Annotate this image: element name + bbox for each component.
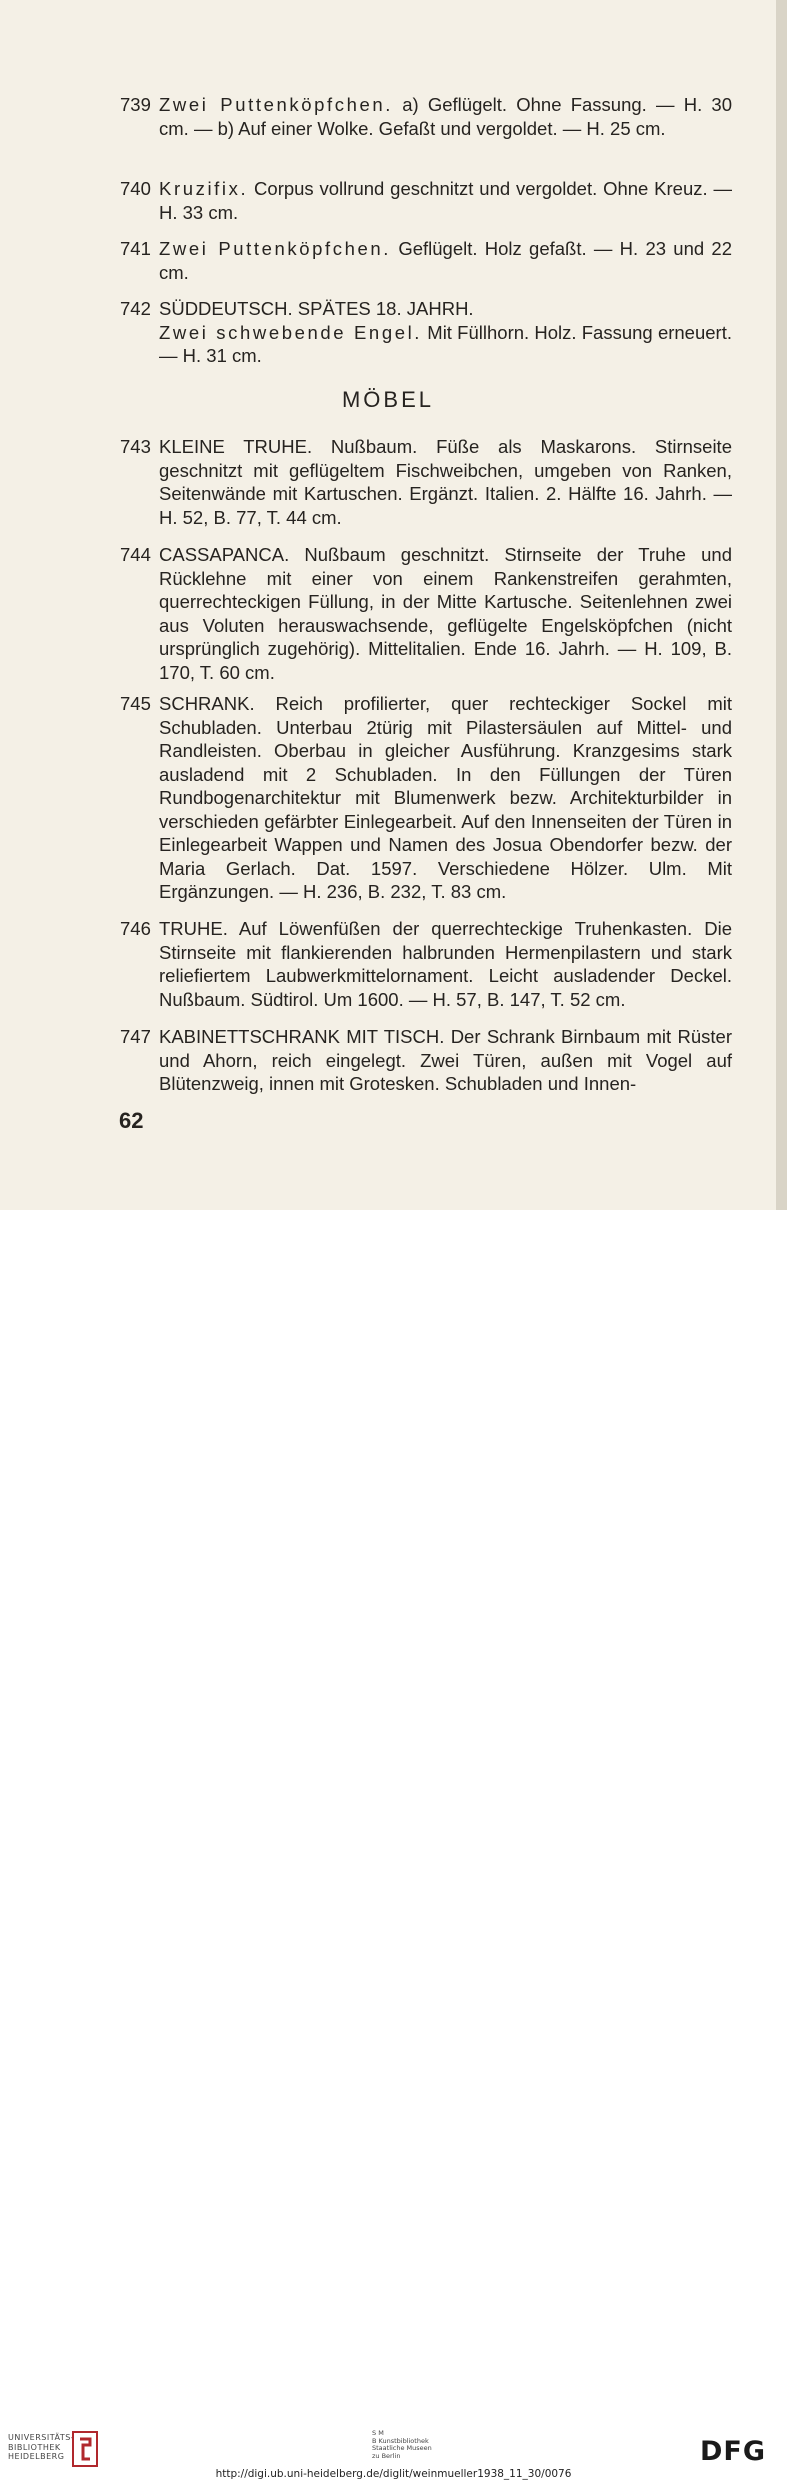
catalog-entry: [120, 917, 732, 1011]
entry-text: SCHRANK. Reich profilierter, quer rechteckiger Sockel mit Schubladen. Unterbau 2türig mit Pilastersäulen auf Mittel- und Randleisten. Oberbau in gleicher Ausführung. Kranzgesims stark ausladend mit 2 Schubladen. In den Füllungen der Türen Rundbogenarchitektur mit Blumenwerk bezw. Architekturbilder in verschieden gefärbter Einlegearbeit. Auf den Innenseiten der Türen in Einlegearbeit Wappen und Namen des Josua Obendorfer bezw. der Maria Gerlach. Dat. 1597. Verschiedene Hölzer. Ulm. Mit Ergänzungen. — H. 236, B. 232, T. 83 cm.: [159, 693, 732, 902]
entry-number: 742: [120, 298, 151, 319]
catalog-entry: [120, 1025, 732, 1096]
catalog-entry: [120, 237, 732, 284]
museum-line: Staatliche Museen: [372, 2444, 432, 2453]
catalog-entry: [120, 93, 732, 140]
university-line: BIBLIOTHEK: [8, 2442, 61, 2452]
page-edge: [776, 0, 787, 1210]
entry-title: Zwei schwebende Engel.: [159, 321, 423, 343]
entry-title: Kruzifix.: [159, 178, 249, 199]
catalog-entry: [120, 435, 732, 529]
entry-number: 747: [120, 1026, 151, 1047]
section-heading: MÖBEL: [341, 387, 435, 412]
entry-text: KABINETTSCHRANK MIT TISCH. Der Schrank Birnbaum mit Rüster und Ahorn, reich eingelegt. Zwei Türen, außen mit Vogel auf Blütenzweig, innen mit Grotesken. Schubladen und Innen-: [159, 1026, 732, 1094]
university-line: HEIDELBERG: [8, 2452, 65, 2461]
entry-text: CASSAPANCA. Nußbaum geschnitzt. Stirnseite der Truhe und Rücklehne mit einer von einem Rankenstreifen gerahmten, querrechteckigen Füllung, in der Mitte Kartusche. Seitenlehnen zwei aus Voluten herauswachsende, geflügelte Engelsköpfchen (nicht ursprünglich zugehörig). Mittelitalien. Ende 16. Jahrh. — H. 109, B. 170, T. 60 cm.: [159, 544, 732, 683]
catalog-entry: [120, 543, 732, 684]
entry-description: a) Geflügelt. Ohne Fassung. — H. 30 cm. — b) Auf einer Wolke. Gefaßt und vergoldet. — H. 25 cm.: [159, 94, 732, 139]
entry-number: 740: [120, 178, 151, 199]
entry-description: Geflügelt. Holz gefaßt. — H. 23 und 22 cm.: [159, 238, 732, 283]
dfg-logo[interactable]: DFG: [700, 2436, 767, 2467]
university-line: UNIVERSITÄTS-: [8, 2433, 75, 2442]
entry-text: KLEINE TRUHE. Nußbaum. Füße als Maskarons. Stirnseite geschnitzt mit geflügeltem Fischweibchen, umgeben von Ranken, Seitenwände mit Kartuschen. Ergänzt. Italien. 2. Hälfte 16. Jahrh. — H. 52, B. 77, T. 44 cm.: [159, 436, 732, 528]
entry-description: Corpus vollrund geschnitzt und vergoldet. Ohne Kreuz. — H. 33 cm.: [159, 178, 732, 223]
entry-title: Zwei Puttenköpfchen.: [159, 238, 392, 259]
entry-number: 741: [120, 238, 151, 259]
entry-number: 745: [120, 693, 151, 714]
museum-line: S M: [372, 2429, 384, 2437]
entry-text: TRUHE. Auf Löwenfüßen der querrechteckige Truhenkasten. Die Stirnseite mit flankierenden halbrunden Hermenpilastern und stark reliefiertem Laubwerkmittelornament. Leicht ausladender Deckel. Nußbaum. Südtirol. Um 1600. — H. 57, B. 147, T. 52 cm.: [159, 918, 732, 1010]
museum-line: B Kunstbibliothek: [372, 2436, 429, 2445]
source-url-link[interactable]: http://digi.ub.uni-heidelberg.de/diglit/weinmueller1938_11_30/0076: [215, 2468, 572, 2480]
entry-header: SÜDDEUTSCH. SPÄTES 18. JAHRH.: [159, 298, 474, 319]
entry-number: 743: [120, 436, 151, 457]
catalog-entry: [120, 692, 732, 904]
footer-bar: [0, 1210, 787, 2480]
entry-description: Mit Füllhorn. Holz. Fassung erneuert. — H. 31 cm.: [159, 321, 732, 366]
entry-number: 746: [120, 918, 151, 939]
catalog-entry: [120, 177, 732, 224]
entry-title: Zwei Puttenköpfchen.: [159, 94, 393, 115]
university-emblem-icon: [72, 2431, 98, 2467]
museum-line: zu Berlin: [372, 2451, 401, 2460]
entry-number: 744: [120, 544, 151, 565]
page-number: 62: [119, 1108, 144, 1133]
entry-number: 739: [120, 94, 151, 115]
museum-logo[interactable]: [372, 2430, 432, 2460]
scanned-page: [0, 0, 776, 1210]
catalog-entry: [120, 297, 732, 368]
university-library-logo[interactable]: [8, 2433, 74, 2462]
